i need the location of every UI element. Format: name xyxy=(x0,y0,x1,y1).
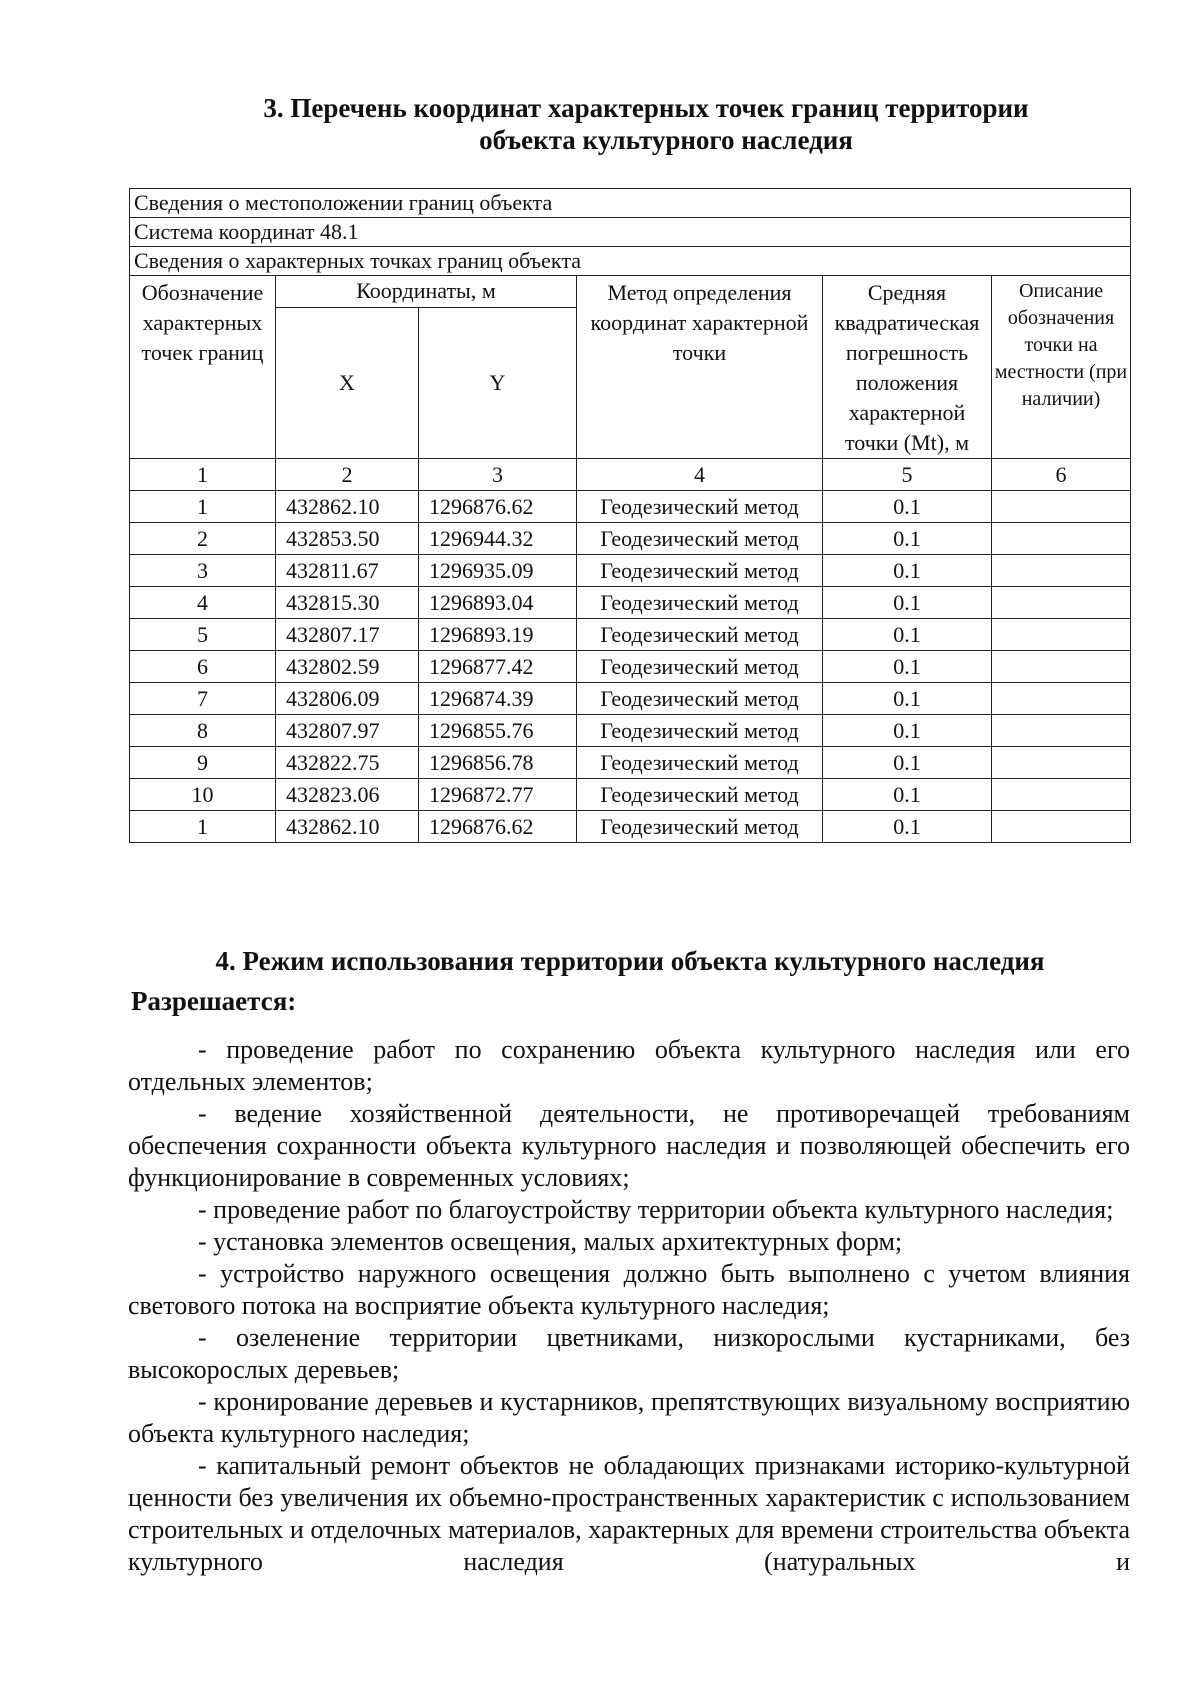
header-coords: Координаты, м xyxy=(276,276,577,308)
list-item: - устройство наружного освещения должно быть выполнено с учетом влияния светового потока на восприятие объекта культурного наследия; xyxy=(128,1259,1130,1320)
cell-x: 432853.50 xyxy=(276,523,419,555)
table-row xyxy=(130,491,1131,523)
section-3-title-line-2: объекта культурного наследия xyxy=(479,125,853,155)
cell-description xyxy=(992,619,1131,651)
info-location: Сведения о местоположении границ объекта xyxy=(130,189,1131,218)
cell-x: 432806.09 xyxy=(276,683,419,715)
cell-error: 0.1 xyxy=(823,683,992,715)
cell-x: 432823.06 xyxy=(276,779,419,811)
cell-method: Геодезический метод xyxy=(577,811,823,843)
header-error: Средняя квадратическая погрешность положения характерной точки (Mt), м xyxy=(823,276,992,459)
column-number: 1 xyxy=(130,459,276,491)
cell-point: 1 xyxy=(130,491,276,523)
coordinates-table xyxy=(129,188,1131,843)
cell-point: 5 xyxy=(130,619,276,651)
cell-error: 0.1 xyxy=(823,811,992,843)
header-point: Обозначение характерных точек границ xyxy=(130,276,276,459)
cell-point: 10 xyxy=(130,779,276,811)
list-item: - капитальный ремонт объектов не обладающих признаками историко-культурной ценности без увеличения их объемно-пространственных характеристик с использованием строительных и отделочных материалов, характерных для времени строительства объекта культурного наследия (натуральных и xyxy=(128,1451,1130,1576)
cell-method: Геодезический метод xyxy=(577,587,823,619)
cell-description xyxy=(992,779,1131,811)
allowed-list xyxy=(128,1034,1130,1578)
column-number: 5 xyxy=(823,459,992,491)
table-row xyxy=(130,811,1131,843)
cell-y: 1296944.32 xyxy=(419,523,577,555)
allowed-label: Разрешается: xyxy=(131,986,297,1016)
table-row xyxy=(130,587,1131,619)
cell-method: Геодезический метод xyxy=(577,523,823,555)
cell-point: 9 xyxy=(130,747,276,779)
table-row xyxy=(130,747,1131,779)
info-row xyxy=(130,189,1131,218)
cell-point: 2 xyxy=(130,523,276,555)
cell-error: 0.1 xyxy=(823,651,992,683)
header-row xyxy=(130,276,1131,308)
cell-x: 432862.10 xyxy=(276,491,419,523)
cell-description xyxy=(992,491,1131,523)
cell-description xyxy=(992,587,1131,619)
cell-y: 1296856.78 xyxy=(419,747,577,779)
cell-method: Геодезический метод xyxy=(577,779,823,811)
cell-y: 1296893.04 xyxy=(419,587,577,619)
cell-method: Геодезический метод xyxy=(577,651,823,683)
info-row xyxy=(130,247,1131,276)
cell-error: 0.1 xyxy=(823,587,992,619)
table-row xyxy=(130,651,1131,683)
cell-error: 0.1 xyxy=(823,555,992,587)
cell-description xyxy=(992,651,1131,683)
header-x: X xyxy=(276,308,419,459)
column-number: 3 xyxy=(419,459,577,491)
column-number: 6 xyxy=(992,459,1131,491)
info-points: Сведения о характерных точках границ объекта xyxy=(130,247,1131,276)
cell-description xyxy=(992,811,1131,843)
table-row xyxy=(130,619,1131,651)
cell-description xyxy=(992,555,1131,587)
cell-point: 4 xyxy=(130,587,276,619)
cell-y: 1296872.77 xyxy=(419,779,577,811)
cell-y: 1296877.42 xyxy=(419,651,577,683)
table-row xyxy=(130,523,1131,555)
list-item: - озеленение территории цветниками, низкорослыми кустарниками, без высокорослых деревьев; xyxy=(128,1323,1130,1384)
cell-point: 6 xyxy=(130,651,276,683)
cell-point: 3 xyxy=(130,555,276,587)
cell-error: 0.1 xyxy=(823,715,992,747)
cell-x: 432802.59 xyxy=(276,651,419,683)
section-3-title-line-1: 3. Перечень координат характерных точек границ территории xyxy=(263,93,1029,123)
cell-y: 1296893.19 xyxy=(419,619,577,651)
cell-description xyxy=(992,683,1131,715)
cell-error: 0.1 xyxy=(823,491,992,523)
list-item: - проведение работ по благоустройству территории объекта культурного наследия; xyxy=(198,1195,1114,1224)
cell-error: 0.1 xyxy=(823,747,992,779)
cell-x: 432807.17 xyxy=(276,619,419,651)
cell-point: 1 xyxy=(130,811,276,843)
cell-description xyxy=(992,715,1131,747)
cell-method: Геодезический метод xyxy=(577,715,823,747)
cell-method: Геодезический метод xyxy=(577,555,823,587)
list-item: - установка элементов освещения, малых архитектурных форм; xyxy=(198,1227,903,1256)
cell-x: 432807.97 xyxy=(276,715,419,747)
list-item: - кронирование деревьев и кустарников, препятствующих визуальному восприятию объекта культурного наследия; xyxy=(128,1387,1130,1448)
table-row xyxy=(130,555,1131,587)
cell-x: 432811.67 xyxy=(276,555,419,587)
section-3-title xyxy=(130,92,1130,156)
cell-error: 0.1 xyxy=(823,619,992,651)
list-item: - ведение хозяйственной деятельности, не противоречащей требованиям обеспечения сохранности объекта культурного наследия и позволяющей обеспечить его функционирование в современных условиях; xyxy=(128,1099,1130,1192)
cell-x: 432862.10 xyxy=(276,811,419,843)
cell-y: 1296874.39 xyxy=(419,683,577,715)
cell-description xyxy=(992,523,1131,555)
cell-method: Геодезический метод xyxy=(577,747,823,779)
cell-method: Геодезический метод xyxy=(577,491,823,523)
info-coordinate-system: Система координат 48.1 xyxy=(130,218,1131,247)
column-number-row xyxy=(130,459,1131,491)
header-description: Описание обозначения точки на местности (при наличии) xyxy=(992,276,1131,459)
table-row xyxy=(130,779,1131,811)
cell-point: 8 xyxy=(130,715,276,747)
cell-point: 7 xyxy=(130,683,276,715)
cell-error: 0.1 xyxy=(823,523,992,555)
table-row xyxy=(130,715,1131,747)
table-row xyxy=(130,683,1131,715)
cell-x: 432815.30 xyxy=(276,587,419,619)
cell-method: Геодезический метод xyxy=(577,683,823,715)
cell-x: 432822.75 xyxy=(276,747,419,779)
list-item: - проведение работ по сохранению объекта культурного наследия или его отдельных элементов; xyxy=(128,1035,1130,1096)
cell-method: Геодезический метод xyxy=(577,619,823,651)
cell-description xyxy=(992,747,1131,779)
cell-y: 1296876.62 xyxy=(419,811,577,843)
cell-y: 1296935.09 xyxy=(419,555,577,587)
cell-y: 1296876.62 xyxy=(419,491,577,523)
header-y: Y xyxy=(419,308,577,459)
cell-y: 1296855.76 xyxy=(419,715,577,747)
header-method: Метод определения координат характерной точки xyxy=(577,276,823,459)
cell-error: 0.1 xyxy=(823,779,992,811)
column-number: 4 xyxy=(577,459,823,491)
column-number: 2 xyxy=(276,459,419,491)
info-row xyxy=(130,218,1131,247)
section-4-title: 4. Режим использования территории объекта культурного наследия xyxy=(215,946,1045,976)
